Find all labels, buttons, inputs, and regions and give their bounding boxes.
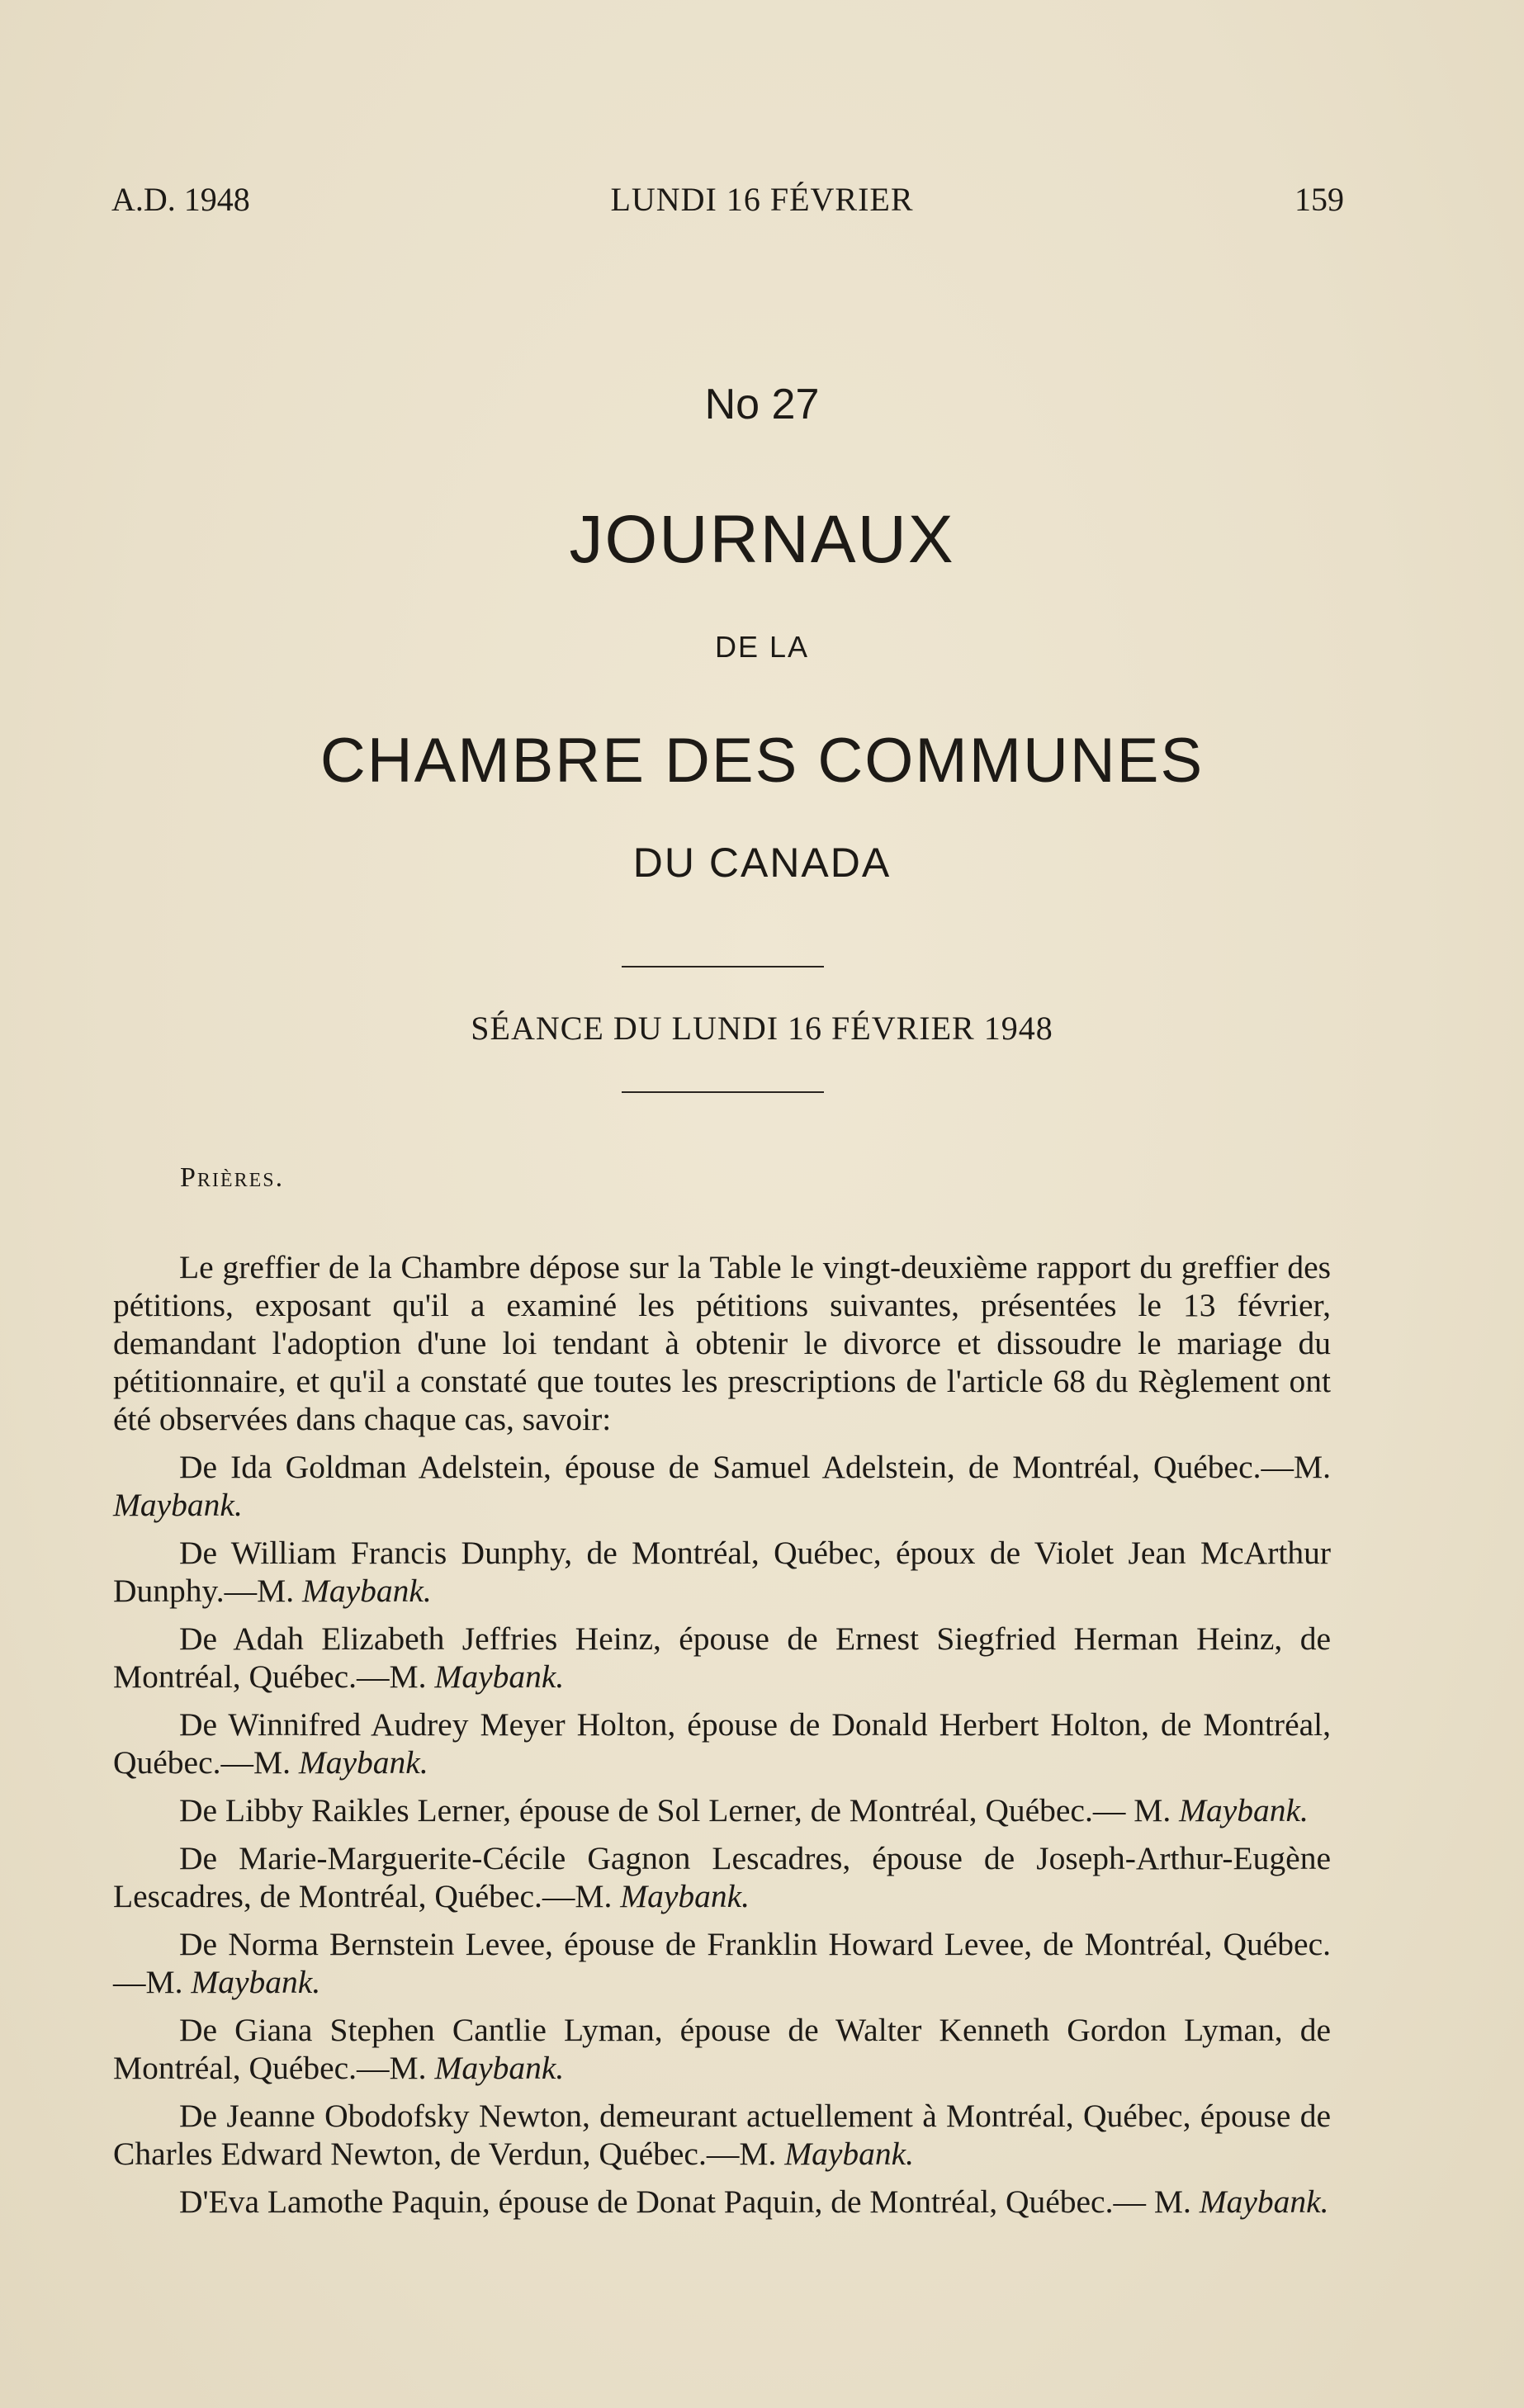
intro-paragraph: Le greffier de la Chambre dépose sur la Table le vingt-deuxième rapport du greffier des pétitions, exposant qu'il a examiné les pétitions suivantes, présentées le 13 février, demandant l'adoption d'une loi tendant à obtenir le divorce et dissoudre le mariage du pétitionnaire, et qu'il a constaté que toutes les prescriptions de l'article 68 du Règlement ont été observées dans chaque cas, savoir:	[113, 1249, 1331, 1437]
member-name: Maybank.	[620, 1878, 750, 1914]
petition-text: De Libby Raikles Lerner, épouse de Sol Lerner, de Montréal, Québec.— M.	[179, 1792, 1180, 1828]
petition-text: De Adah Elizabeth Jeffries Heinz, épouse de Ernest Siegfried Herman Heinz, de Montréal, Québec.—M.	[113, 1620, 1331, 1695]
member-name: Maybank.	[434, 2050, 565, 2086]
page-number: 159	[1294, 181, 1344, 218]
petition-item	[113, 1448, 1331, 1524]
petition-item	[113, 1839, 1331, 1915]
country-name: DU CANADA	[632, 840, 892, 886]
title-de-la: DE LA	[714, 630, 810, 664]
petition-text: D'Eva Lamothe Paquin, épouse de Donat Paquin, de Montréal, Québec.— M.	[179, 2183, 1200, 2220]
issue-number: No 27	[704, 381, 820, 428]
member-name: Maybank.	[301, 1573, 432, 1609]
member-name: Maybank.	[784, 2136, 915, 2172]
petition-item	[113, 1705, 1331, 1781]
chamber-name: CHAMBRE DES COMMUNES	[319, 726, 1205, 796]
petition-text: De Marie-Marguerite-Cécile Gagnon Lescadres, épouse de Joseph-Arthur-Eugène Lescadres, de Montréal, Québec.—M.	[113, 1840, 1331, 1914]
body-text	[113, 1248, 1331, 2231]
member-name: Maybank.	[434, 1658, 565, 1695]
divider-rule	[622, 966, 824, 967]
petition-item	[113, 1534, 1331, 1610]
petition-text: De Ida Goldman Adelstein, épouse de Samuel Adelstein, de Montréal, Québec.—M.	[179, 1449, 1331, 1485]
divider-rule	[622, 1091, 824, 1093]
session-heading: SÉANCE DU LUNDI 16 FÉVRIER 1948	[471, 1010, 1053, 1047]
petition-text: De William Francis Dunphy, de Montréal, Québec, époux de Violet Jean McArthur Dunphy.—M.	[113, 1535, 1331, 1609]
petition-item	[113, 2183, 1331, 2221]
member-name: Maybank.	[113, 1487, 243, 1523]
petition-item	[113, 2011, 1331, 2087]
header-date: LUNDI 16 FÉVRIER	[610, 181, 914, 218]
header-year: A.D. 1948	[111, 181, 250, 218]
petition-item	[113, 1620, 1331, 1696]
petition-item	[113, 1791, 1331, 1829]
petition-item	[113, 1925, 1331, 2001]
petition-list	[113, 1448, 1331, 2221]
member-name: Maybank.	[1199, 2183, 1329, 2220]
journal-title: JOURNAUX	[569, 502, 955, 577]
petition-text: De Giana Stephen Cantlie Lyman, épouse de Walter Kenneth Gordon Lyman, de Montréal, Québec.—M.	[113, 2012, 1331, 2086]
petition-text: De Winnifred Audrey Meyer Holton, épouse de Donald Herbert Holton, de Montréal, Québec.—M.	[113, 1706, 1331, 1781]
petition-item	[113, 2097, 1331, 2173]
member-name: Maybank.	[1179, 1792, 1309, 1828]
prayers-heading: Prières.	[180, 1162, 285, 1193]
petition-text: De Jeanne Obodofsky Newton, demeurant actuellement à Montréal, Québec, épouse de Charles Edward Newton, de Verdun, Québec.—M.	[113, 2098, 1331, 2172]
petition-text: De Norma Bernstein Levee, épouse de Franklin Howard Levee, de Montréal, Québec.—M.	[113, 1926, 1331, 2000]
member-name: Maybank.	[191, 1964, 321, 2000]
member-name: Maybank.	[298, 1744, 428, 1781]
